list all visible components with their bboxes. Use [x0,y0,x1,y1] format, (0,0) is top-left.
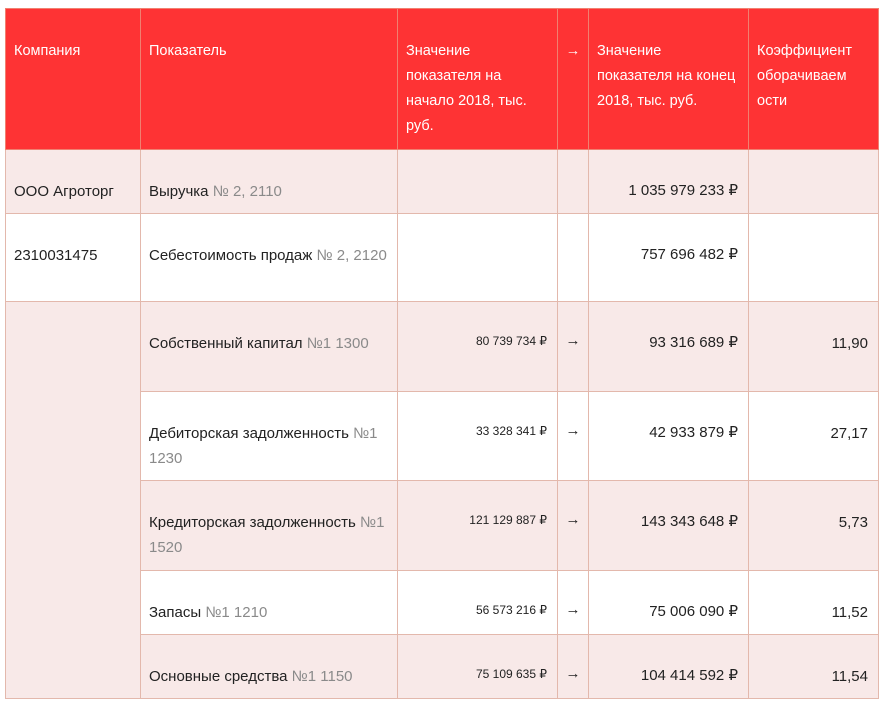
header-coefficient: Коэффициент оборачиваем ости [749,9,879,150]
arrow-icon: → [558,571,589,635]
indicator-label: Себестоимость продаж [149,247,313,264]
end-value: 143 343 648 ₽ [589,481,749,571]
start-value: 121 129 887 ₽ [398,481,558,571]
header-arrow-icon: → [558,9,589,150]
indicator-label: Дебиторская задолженность [149,425,349,442]
indicator-label: Выручка [149,183,209,200]
coefficient-value: 5,73 [749,481,879,571]
start-value: 80 739 734 ₽ [398,302,558,392]
end-value: 757 696 482 ₽ [589,214,749,302]
coefficient-value: 27,17 [749,392,879,481]
arrow-icon: → [558,302,589,392]
arrow-icon: → [558,392,589,481]
coefficient-value: 11,54 [749,635,879,699]
header-indicator: Показатель [141,9,398,150]
indicator-cell [141,392,398,481]
start-value: 75 109 635 ₽ [398,635,558,699]
indicator-cell [141,481,398,571]
company-group-cell [6,302,141,699]
indicator-label: Основные средства [149,668,288,685]
arrow-icon: → [558,481,589,571]
arrow-icon: → [558,635,589,699]
turnover-table-container [5,8,879,699]
end-value: 93 316 689 ₽ [589,302,749,392]
table-row [6,302,879,392]
table-header-row [6,9,879,150]
indicator-cell [141,214,398,302]
coefficient-value: 11,90 [749,302,879,392]
company-name: ООО Агроторг [6,150,141,214]
coefficient-value [749,150,879,214]
header-company: Компания [6,9,141,150]
indicator-label: Собственный капитал [149,335,303,352]
indicator-code: №1 1520 [149,514,385,556]
indicator-cell [141,150,398,214]
header-start-value: Значение показателя на начало 2018, тыс. руб. [398,9,558,150]
indicator-cell [141,571,398,635]
indicator-code: № 2, 2120 [316,247,387,264]
end-value: 104 414 592 ₽ [589,635,749,699]
indicator-label: Кредиторская задолженность [149,514,356,531]
indicator-label: Запасы [149,604,202,621]
end-value: 1 035 979 233 ₽ [589,150,749,214]
arrow-icon [558,214,589,302]
indicator-code: №1 1230 [149,425,378,467]
coefficient-value [749,214,879,302]
start-value [398,214,558,302]
header-end-value: Значение показателя на конец 2018, тыс. руб. [589,9,749,150]
coefficient-value: 11,52 [749,571,879,635]
start-value: 33 328 341 ₽ [398,392,558,481]
indicator-code: №1 1210 [205,604,268,621]
end-value: 42 933 879 ₽ [589,392,749,481]
turnover-table [5,8,879,699]
arrow-icon [558,150,589,214]
table-row [6,150,879,214]
indicator-code: № 2, 2110 [212,183,282,200]
indicator-code: №1 1300 [306,335,369,352]
company-inn: 2310031475 [6,214,141,302]
indicator-cell [141,302,398,392]
indicator-code: №1 1150 [291,668,353,685]
start-value [398,150,558,214]
table-row [6,214,879,302]
start-value: 56 573 216 ₽ [398,571,558,635]
indicator-cell [141,635,398,699]
end-value: 75 006 090 ₽ [589,571,749,635]
